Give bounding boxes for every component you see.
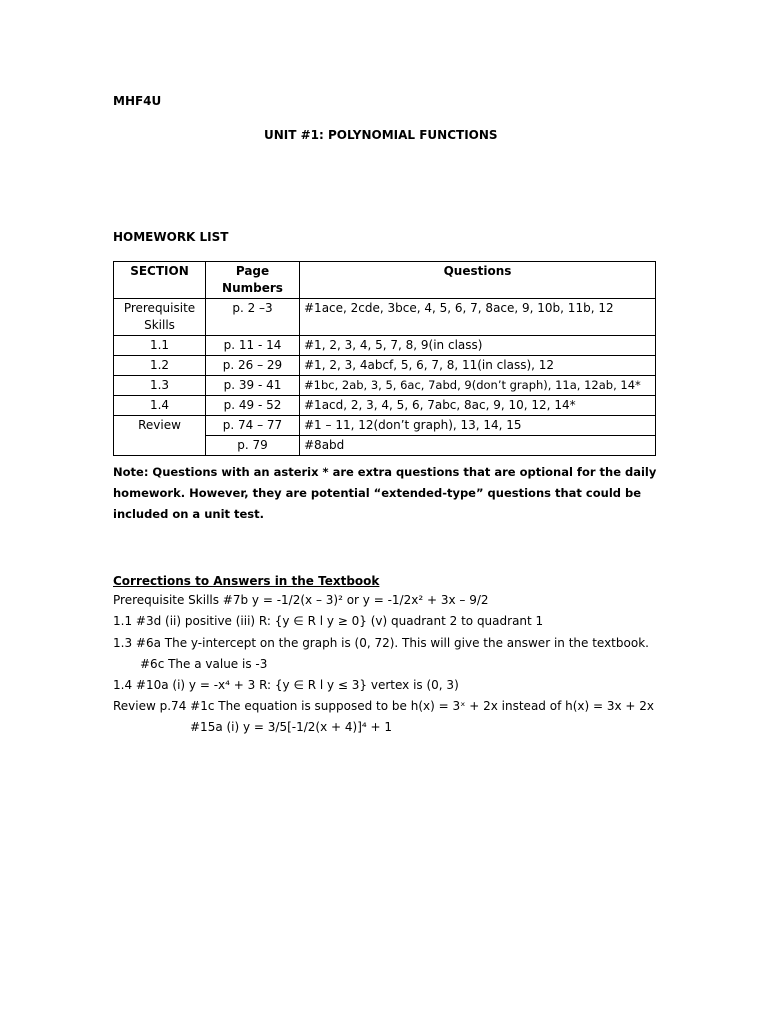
header-section: SECTION xyxy=(114,262,206,299)
correction-line: #15a (i) y = 3/5[-1/2(x + 4)]⁴ + 1 xyxy=(190,720,393,734)
pages-cell: p. 39 - 41 xyxy=(206,376,300,396)
course-code: MHF4U xyxy=(113,94,162,108)
table-row xyxy=(114,396,656,416)
correction-line: 1.4 #10a (i) y = -x⁴ + 3 R: {y ∈ R l y ≤ 3} vertex is (0, 3) xyxy=(113,678,459,692)
table-row xyxy=(114,336,656,356)
corrections-title: Corrections to Answers in the Textbook xyxy=(113,574,380,588)
section-cell: 1.2 xyxy=(114,356,206,376)
questions-cell: #1 – 11, 12(don’t graph), 13, 14, 15 xyxy=(300,416,656,436)
section-cell: Prerequisite Skills xyxy=(114,299,206,336)
section-cell: 1.3 xyxy=(114,376,206,396)
table-row xyxy=(114,299,656,336)
table-header-row xyxy=(114,262,656,299)
pages-cell: p. 2 –3 xyxy=(206,299,300,336)
table-row xyxy=(114,376,656,396)
pages-cell: p. 26 – 29 xyxy=(206,356,300,376)
correction-line: 1.3 #6a The y-intercept on the graph is (0, 72). This will give the answer in the textbook. xyxy=(113,636,649,650)
pages-cell: p. 74 – 77 xyxy=(206,416,300,436)
note-paragraph: Note: Questions with an asterix * are extra questions that are optional for the daily homework. However, they are potential “extended-type” questions that could be included on a unit test. xyxy=(113,465,657,521)
correction-line: Review p.74 #1c The equation is supposed to be h(x) = 3ˣ + 2x instead of h(x) = 3x + 2x xyxy=(113,699,655,713)
questions-cell: #1bc, 2ab, 3, 5, 6ac, 7abd, 9(don’t graph), 11a, 12ab, 14* xyxy=(300,376,656,396)
header-page-numbers: Page Numbers xyxy=(206,262,300,299)
homework-list-title: HOMEWORK LIST xyxy=(113,230,229,244)
table-row xyxy=(114,416,656,436)
questions-cell: #1ace, 2cde, 3bce, 4, 5, 6, 7, 8ace, 9, 10b, 11b, 12 xyxy=(300,299,656,336)
section-cell: 1.4 xyxy=(114,396,206,416)
correction-line: #6c The a value is -3 xyxy=(140,657,268,671)
questions-cell: #1, 2, 3, 4, 5, 7, 8, 9(in class) xyxy=(300,336,656,356)
correction-line: Prerequisite Skills #7b y = -1/2(x – 3)² or y = -1/2x² + 3x – 9/2 xyxy=(113,593,489,607)
unit-title: UNIT #1: POLYNOMIAL FUNCTIONS xyxy=(264,128,498,142)
pages-cell: p. 49 - 52 xyxy=(206,396,300,416)
table-row xyxy=(114,356,656,376)
section-cell: Review xyxy=(114,416,206,456)
questions-cell: #1acd, 2, 3, 4, 5, 6, 7abc, 8ac, 9, 10, 12, 14* xyxy=(300,396,656,416)
correction-line: 1.1 #3d (ii) positive (iii) R: {y ∈ R l y ≥ 0} (v) quadrant 2 to quadrant 1 xyxy=(113,614,544,628)
questions-cell: #8abd xyxy=(300,436,656,456)
questions-cell: #1, 2, 3, 4abcf, 5, 6, 7, 8, 11(in class), 12 xyxy=(300,356,656,376)
header-questions: Questions xyxy=(300,262,656,299)
homework-table xyxy=(113,261,656,456)
pages-cell: p. 11 - 14 xyxy=(206,336,300,356)
section-cell: 1.1 xyxy=(114,336,206,356)
pages-cell: p. 79 xyxy=(206,436,300,456)
